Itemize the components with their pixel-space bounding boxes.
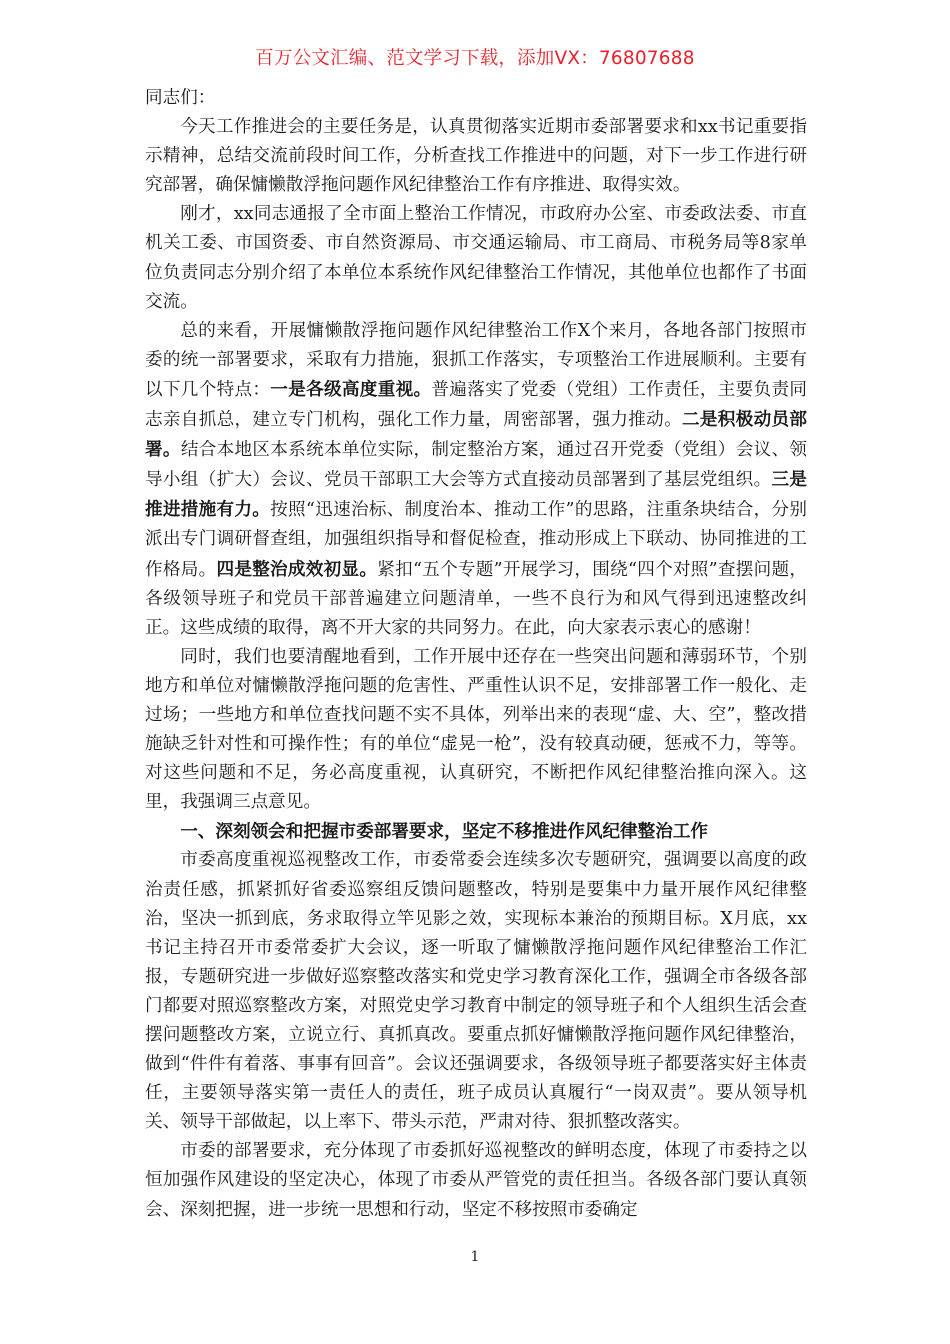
salutation: 同志们：	[145, 88, 216, 108]
paragraph-3	[145, 317, 807, 643]
document-body	[145, 84, 807, 1225]
point-3-text: 按照“迅速治标、制度治本、推动工作”的思路，注重条块结合，分别派出专门调研督查组，加强组织指导和督促检查，推动形成上下联动、协同推进的工作格局。	[145, 500, 807, 580]
paragraph-2: 刚才，xx同志通报了全市面上整治工作情况，市政府办公室、市委政法委、市直机关工委、市国资委、市自然资源局、市交通运输局、市工商局、市税务局等8家单位负责同志分别介绍了本单位本系统作风纪律整治工作情况，其他单位也都作了书面交流。	[145, 204, 807, 312]
point-4-text: 紧扣“五个专题”开展学习，围绕“四个对照”查摆问题，各级领导班子和党员干部普遍建立问题清单，一些不良行为和风气得到迅速整改纠正。这些成绩的取得，离不开大家的共同努力。在此，向大家表示衷心的感谢！	[145, 559, 807, 638]
paragraph-3-intro: 总的来看，开展慵懒散浮拖问题作风纪律整治工作X个来月，各地各部门按照市委的统一部署要求，采取有力措施，狠抓工作落实，专项整治工作进展顺利。主要有以下几个特点：	[145, 320, 807, 400]
paragraph-5: 市委高度重视巡视整改工作，市委常委会连续多次专题研究，强调要以高度的政治责任感，抓紧抓好省委巡察组反馈问题整改，特别是要集中力量开展作风纪律整治，坚决一抓到底，务求取得立竿见影之效，实现标本兼治的预期目标。X月底，xx书记主持召开市委常委扩大会议，逐一听取了慵懒散浮拖问题作风纪律整治工作汇报，专题研究进一步做好巡察整改落实和党史学习教育深化工作，强调全市各级各部门都要对照巡察整改方案，对照党史学习教育中制定的领导班子和个人组织生活会查摆问题整改方案，立说立行、真抓真改。要重点抓好慵懒散浮拖问题作风纪律整治，做到“件件有着落、事事有回音”。会议还强调要求，各级领导班子都要落实好主体责任，主要领导落实第一责任人的责任，班子成员认真履行“一岗双责”。要从领导机关、领导干部做起，以上率下、带头示范，严肃对待、狠抓整改落实。	[145, 850, 807, 1133]
point-2-heading: 二是积极动员部署。	[145, 409, 807, 461]
paragraph-1: 今天工作推进会的主要任务是，认真贯彻落实近期市委部署要求和xx书记重要指示精神，总结交流前段时间工作，分析查找工作推进中的问题，对下一步工作进行研究部署，确保慵懒散浮拖问题作风纪律整治工作有序推进、取得实效。	[145, 117, 807, 196]
paragraph-4: 同时，我们也要清醒地看到，工作开展中还存在一些突出问题和薄弱环节，个别地方和单位对慵懒散浮拖问题的危害性、严重性认识不足，安排部署工作一般化、走过场；一些地方和单位查找问题不实不具体，列举出来的表现“虚、大、空”，整改措施缺乏针对性和可操作性；有的单位“虚晃一枪”，没有较真动硬，惩戒不力，等等。对这些问题和不足，务必高度重视，认真研究，不断把作风纪律整治推向深入。这里，我强调三点意见。	[145, 646, 807, 813]
point-3-heading: 三是推进措施有力。	[145, 469, 807, 521]
point-1-text: 普遍落实了党委（党组）工作责任，主要负责同志亲自抓总，建立专门机构，强化工作力量，周密部署，强力推动。	[145, 379, 807, 431]
section-1-title: 一、深刻领会和把握市委部署要求，坚定不移推进作风纪律整治工作	[180, 821, 709, 843]
point-2-text: 结合本地区本系统本单位实际，制定整治方案，通过召开党委（党组）会议、领导小组（扩大）会议、党员干部职工大会等方式直接动员部署到了基层党组织。	[145, 440, 807, 491]
paragraph-6: 市委的部署要求，充分体现了市委抓好巡视整改的鲜明态度，体现了市委持之以恒加强作风建设的坚定决心，体现了市委从严管党的责任担当。各级各部门要认真领会、深刻把握，进一步统一思想和行动，坚定不移按照市委确定	[145, 1141, 807, 1220]
page-number: 1	[470, 1249, 480, 1265]
header-banner: 百万公文汇编、范文学习下载，添加VX：76807688	[255, 48, 695, 69]
point-1-heading: 一是各级高度重视。	[270, 378, 432, 400]
point-4-heading: 四是整治成效初显。	[216, 558, 378, 580]
